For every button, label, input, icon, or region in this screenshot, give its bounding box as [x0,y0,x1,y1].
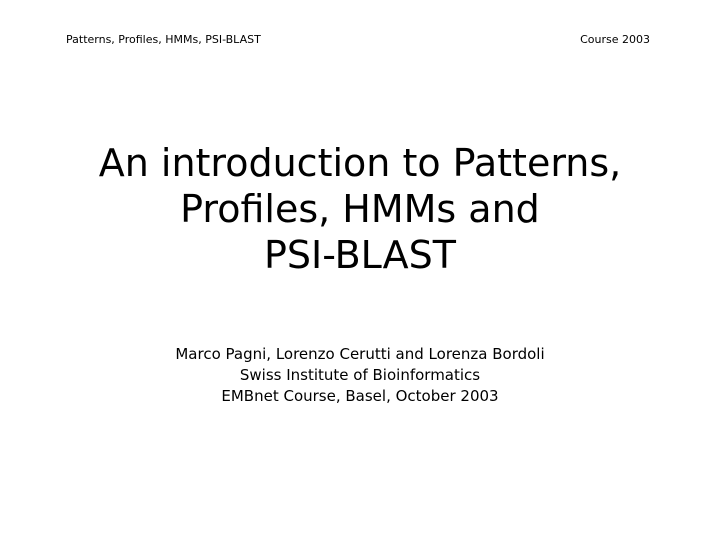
institution: Swiss Institute of Bioinformatics [239,366,481,384]
course-info: EMBnet Course, Basel, October 2003 [221,387,499,405]
title-line-2: Profiles, HMMs and [180,187,540,231]
author-names: Marco Pagni, Lorenzo Cerutti and Lorenza Bordoli [175,345,545,363]
slide-title [0,140,720,278]
header-topic: Patterns, Profiles, HMMs, PSI-BLAST [66,33,261,46]
title-line-1: An introduction to Patterns, [98,141,622,185]
title-line-3: PSI-BLAST [263,233,457,277]
header-course: Course 2003 [580,33,650,46]
author-info [0,344,720,407]
